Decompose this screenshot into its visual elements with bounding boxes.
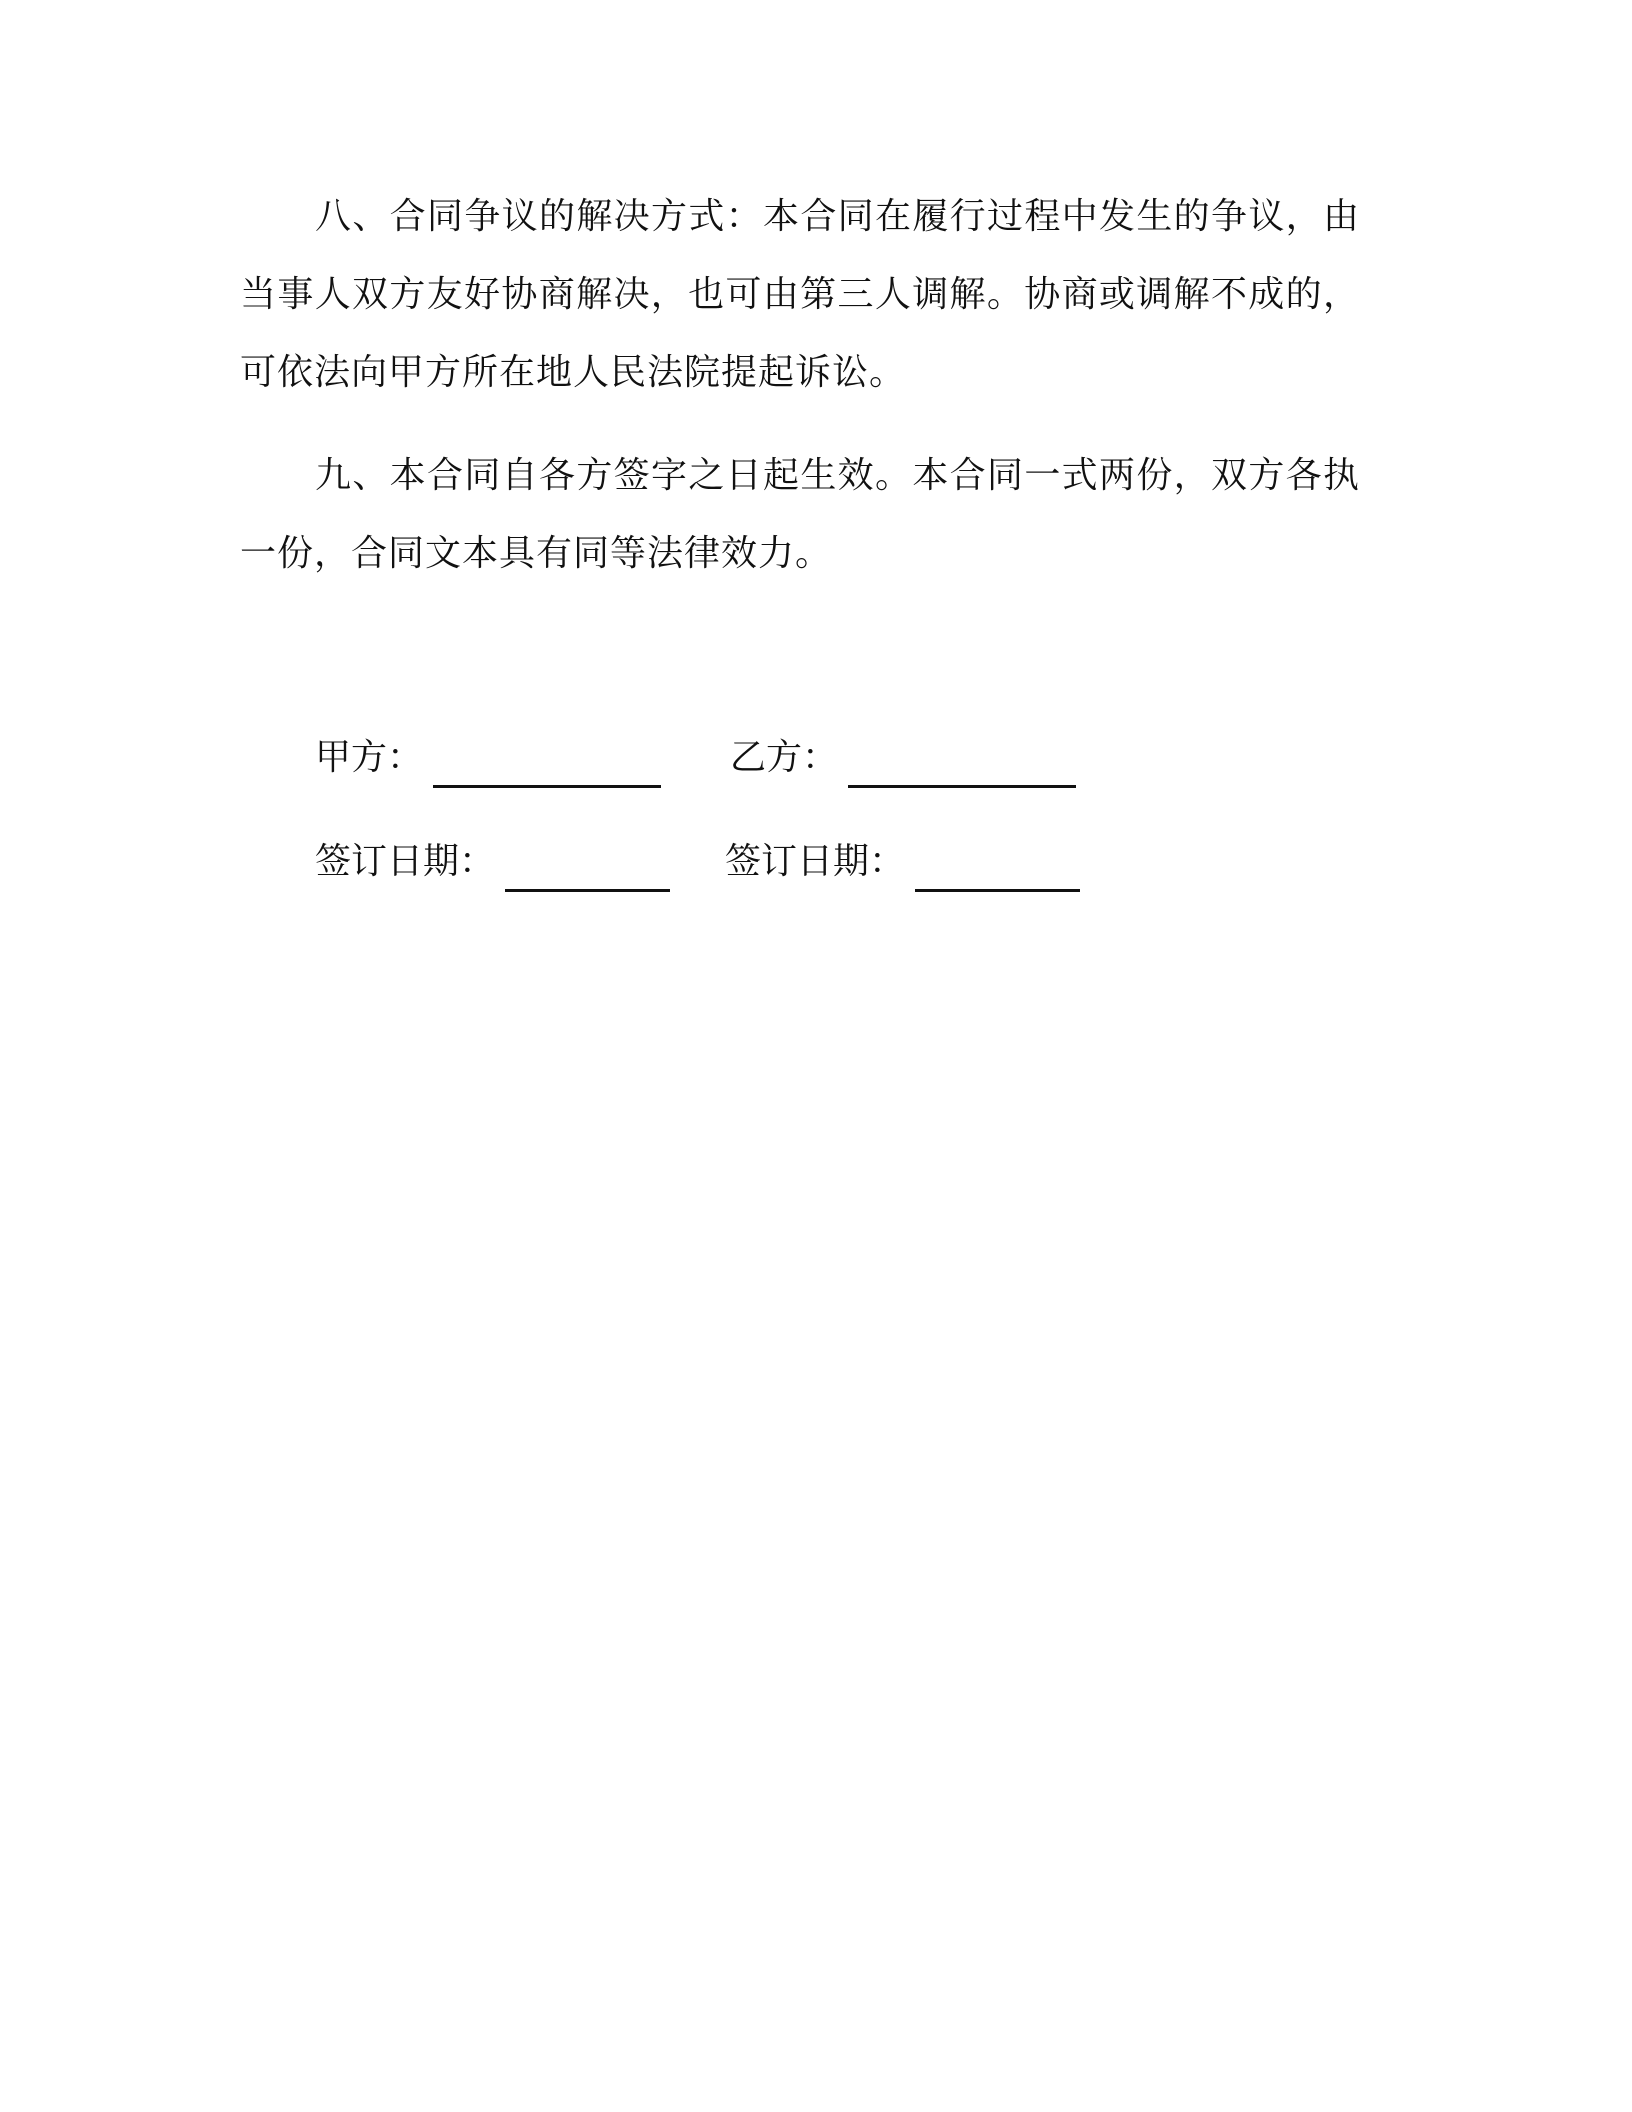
party-b-signature-line[interactable] [848,743,1076,788]
party-a-signature [315,728,661,788]
party-a-date-line[interactable] [505,847,670,892]
party-b-date-line[interactable] [915,847,1080,892]
party-b-date-label: 签订日期： [725,841,906,882]
party-b-label: 乙方： [730,737,839,778]
party-b-signature [730,728,1076,788]
party-a-label: 甲方： [315,737,424,778]
clause-8-dispute-resolution: 八、合同争议的解决方式：本合同在履行过程中发生的争议，由当事人双方友好协商解决，也可由第三人调解。协商或调解不成的，可依法向甲方所在地人民法院提起诉讼。 [240,196,1360,393]
party-b-signing-date [725,832,1080,892]
party-a-signing-date [315,832,670,892]
party-a-date-label: 签订日期： [315,841,496,882]
party-a-signature-line[interactable] [433,743,661,788]
clause-9-effectiveness: 九、本合同自各方签字之日起生效。本合同一式两份，双方各执一份，合同文本具有同等法律效力。 [240,455,1360,574]
